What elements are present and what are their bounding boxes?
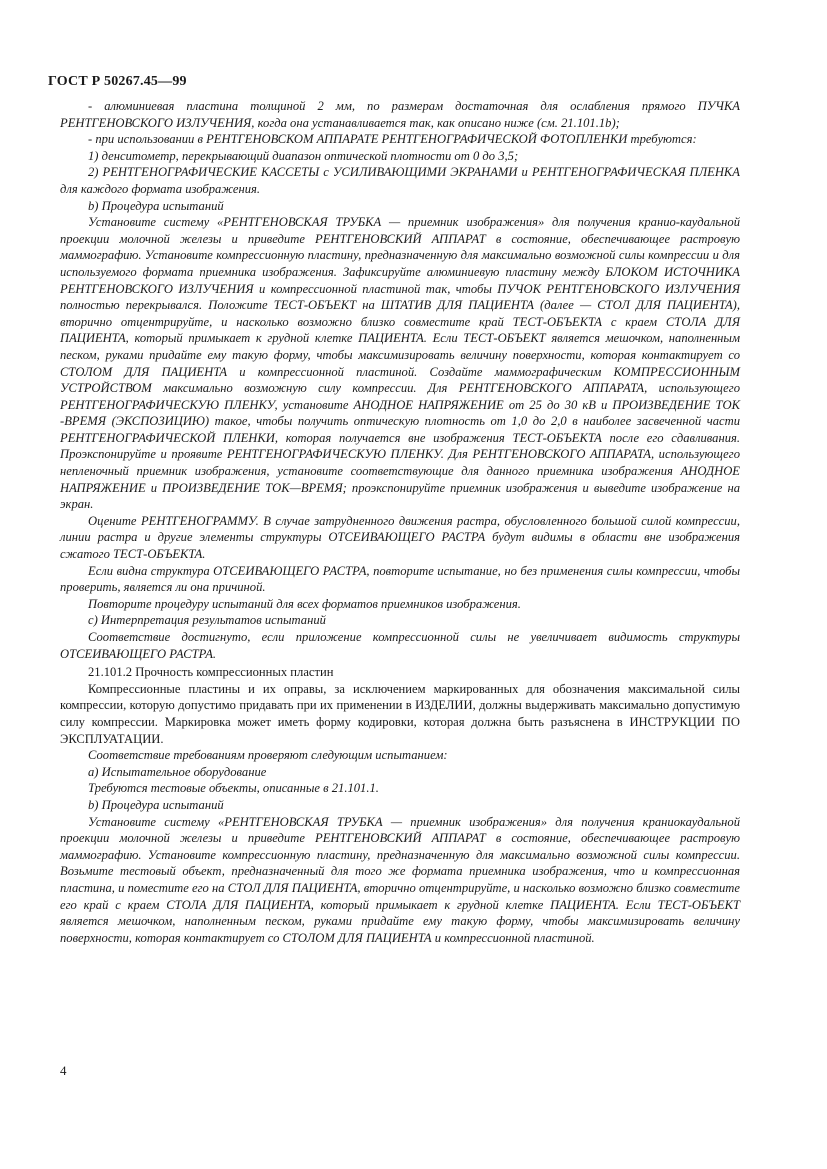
section-heading-interpretation: c) Интерпретация результатов испытаний <box>88 613 326 628</box>
page-number: 4 <box>60 1063 67 1078</box>
section-heading-test-procedure-2: b) Процедура испытаний <box>88 797 224 812</box>
paragraph-compliance-check: Соответствие требованиям проверяют следующим испытанием: <box>88 748 448 763</box>
document-code-header: ГОСТ Р 50267.45—99 <box>48 74 187 89</box>
list-item-densitometer: 1) денситометр, перекрывающий диапазон оптической плотности от 0 до 3,5; <box>88 148 519 163</box>
section-heading-test-equipment: a) Испытательное оборудование <box>88 764 267 779</box>
list-item-cassettes: 2) РЕНТГЕНОГРАФИЧЕСКИЕ КАССЕТЫ с УСИЛИВАЮЩИМИ ЭКРАНАМИ и РЕНТГЕНОГРАФИЧЕСКАЯ ПЛЕНКА для каждого формата изображения. <box>60 165 740 196</box>
paragraph-aluminium-plate: - алюминиевая пластина толщиной 2 мм, по размерам достаточная для ослабления прямого ПУЧКА РЕНТГЕНОВСКОГО ИЗЛУЧЕНИЯ, когда она устанавливается так, как описано ниже (см. 21.101.1b); <box>60 99 740 130</box>
paragraph-compliance-result: Соответствие достигнуто, если приложение компрессионной силы не увеличивает видимость структуры ОТСЕИВАЮЩЕГО РАСТРА. <box>60 630 740 661</box>
paragraph-repeat-all-formats: Повторите процедуру испытаний для всех форматов приемников изображения. <box>88 596 521 611</box>
paragraph-procedure-setup-2: Установите систему «РЕНТГЕНОВСКАЯ ТРУБКА — приемник изображения» для получения краниокаудальной проекции молочной железы и приведите РЕНТГЕНОВСКИЙ АППАРАТ в состояние, обеспечивающее растровую маммографию. Установите компрессионную пластину, предназначенную для максимально возможной силы компрессии. Возьмите тестовый объект, предназначенный для того же формата приемника изображения, что и компрессионная пластина, и поместите его на СТОЛ ДЛЯ ПАЦИЕНТА, вторично отцентрируйте, и насколько возможно близко совместите его край с краем СТОЛА ДЛЯ ПАЦИЕНТА, который примыкает к грудной клетке ПАЦИЕНТА. Если ТЕСТ-ОБЪЕКТ является мешочком, наполненным песком, руками придайте ему такую форму, чтобы максимизировать величину поверхности, которая контактирует со СТОЛОМ ДЛЯ ПАЦИЕНТА и компрессионной пластиной. <box>60 814 740 945</box>
paragraph-film-requirements: - при использовании в РЕНТГЕНОВСКОМ АППАРАТЕ РЕНТГЕНОГРАФИЧЕСКОЙ ФОТОПЛЕНКИ требуются: <box>88 132 697 147</box>
paragraph-repeat-without-compression: Если видна структура ОТСЕИВАЮЩЕГО РАСТРА, повторите испытание, но без применения силы компрессии, чтобы проверить, является ли она причиной. <box>60 563 740 595</box>
paragraph-test-objects-required: Требуются тестовые объекты, описанные в 21.101.1. <box>88 781 379 796</box>
section-heading-plate-strength: 21.101.2 Прочность компрессионных пластин <box>88 665 334 680</box>
paragraph-plate-strength-requirement: Компрессионные пластины и их оправы, за исключением маркированных для обозначения максимальной силы компрессии, которую допустимо придавать при их применении в ИЗДЕЛИИ, должны выдерживать максимально допустимую силу компрессии. Маркировка может иметь форму кодировки, которая должна быть разъяснена в ИНСТРУКЦИИ ПО ЭКСПЛУАТАЦИИ. <box>60 681 740 746</box>
document-body <box>60 98 740 946</box>
paragraph-procedure-setup: Установите систему «РЕНТГЕНОВСКАЯ ТРУБКА — приемник изображения» для получения кранио-каудальной проекции молочной железы и приведите РЕНТГЕНОВСКИЙ АППАРАТ в состояние, обеспечивающее растровую маммографию. Установите компрессионную пластину, предназначенную для максимально возможной силы компрессии и для используемого формата приемника изображения. Зафиксируйте алюминиевую пластину между БЛОКОМ ИСТОЧНИКА РЕНТГЕНОВСКОГО ИЗЛУЧЕНИЯ и компрессионной пластиной так, чтобы ПУЧОК РЕНТГЕНОВСКОГО ИЗЛУЧЕНИЯ полностью перекрывался. Положите ТЕСТ-ОБЪЕКТ на ШТАТИВ ДЛЯ ПАЦИЕНТА (далее — СТОЛ ДЛЯ ПАЦИЕНТА), вторично отцентрируйте, и насколько возможно близко совместите край ТЕСТ-ОБЪЕКТА с краем СТОЛА ДЛЯ ПАЦИЕНТА, который примыкает к грудной клетке ПАЦИЕНТА. Если ТЕСТ-ОБЪЕКТ является мешочком, наполненным песком, руками придайте ему такую форму, чтобы максимизировать величину поверхности, которая контактирует со СТОЛОМ ДЛЯ ПАЦИЕНТА и компрессионной пластиной. Создайте маммографическим КОМПРЕССИОННЫМ УСТРОЙСТВОМ максимально возможную силу компрессии. Для РЕНТГЕНОВСКОГО АППАРАТА, использующего РЕНТГЕНОГРАФИЧЕСКУЮ ПЛЕНКУ, установите АНОДНОЕ НАПРЯЖЕНИЕ от 25 до 30 кВ и ПРОИЗВЕДЕНИЕ ТОК -ВРЕМЯ (ЭКСПОЗИЦИЮ) такое, чтобы получить оптическую плотность от 1,0 до 2,0 в наиболее засвеченной части РЕНТГЕНОГРАФИЧЕСКОЙ ПЛЕНКИ, которая получается вне изображения ТЕСТ-ОБЪЕКТА после его сдавливания. Проэкспонируйте и проявите РЕНТГЕНОГРАФИЧЕСКУЮ ПЛЕНКУ. Для РЕНТГЕНОВСКОГО АППАРАТА, использующего непленочный приемник изображения, установите соответствующие для данного приемника изображения АНОДНОЕ НАПРЯЖЕНИЕ и ПРОИЗВЕДЕНИЕ ТОК—ВРЕМЯ; проэкспонируйте приемник изображения и выведите изображение на экран. <box>60 215 740 512</box>
section-heading-test-procedure: b) Процедура испытаний <box>88 198 224 213</box>
paragraph-evaluate-radiograph: Оцените РЕНТГЕНОГРАММУ. В случае затрудненного движения растра, обусловленного большой силой компрессии, линии растра и другие элементы структуры ОТСЕИВАЮЩЕГО РАСТРА будут видимы в области вне изображения сжатого ТЕСТ-ОБЪЕКТА. <box>60 513 740 562</box>
